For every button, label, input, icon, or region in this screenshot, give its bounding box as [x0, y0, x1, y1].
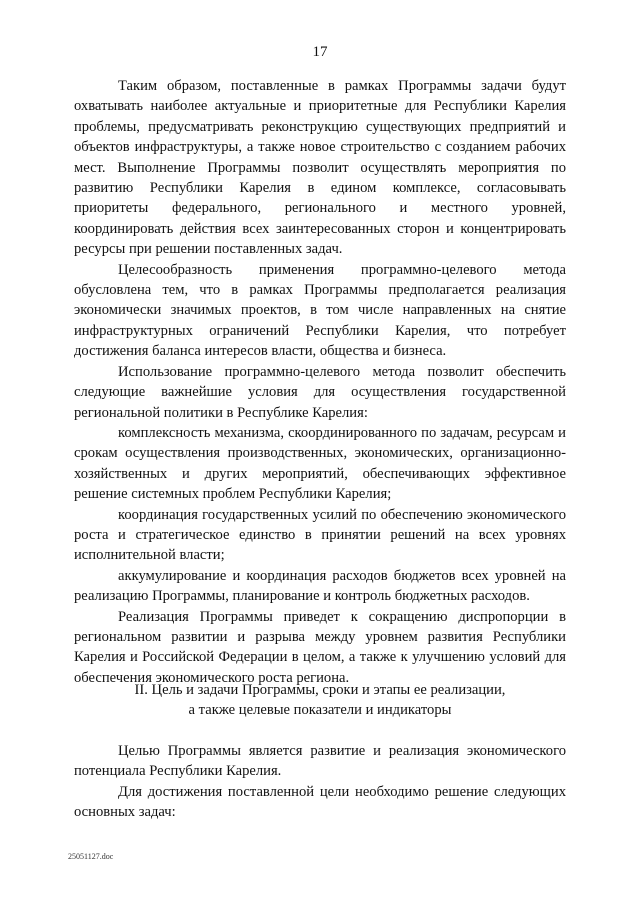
body-text	[74, 76, 566, 688]
page-number: 17	[312, 44, 328, 60]
list-item: координация государственных усилий по обеспечению экономического роста и стратегическое единство в принятии решений на всех уровнях исполнительной власти;	[74, 506, 566, 564]
section-heading-line: II. Цель и задачи Программы, сроки и этапы ее реализации,	[134, 682, 506, 698]
list-item: комплексность механизма, скоординированного по задачам, ресурсам и срокам осуществления производственных, экономических, организационно-хозяйственных и других мероприятий, обеспечивающих эффективное решение системных проблем Республики Карелия;	[74, 424, 566, 503]
paragraph: Использование программно-целевого метода позволит обеспечить следующие важнейшие условия для осуществления государственной региональной политики в Республике Карелия:	[74, 363, 566, 421]
list-item: аккумулирование и координация расходов бюджетов всех уровней на реализацию Программы, планирование и контроль бюджетных расходов.	[74, 567, 566, 605]
paragraph: Таким образом, поставленные в рамках Программы задачи будут охватывать наиболее актуальные и приоритетные для Республики Карелия проблемы, предусматривать реконструкцию существующих предприятий и объектов инфраструктуры, а также новое строительство с созданием рабочих мест. Выполнение Программы позволит осуществлять мероприятия по развитию Республики Карелия в едином комплексе, согласовывать приоритеты федерального, регионального и местного уровней, координировать действия всех заинтересованных сторон и концентрировать ресурсы при решении поставленных задач.	[74, 78, 566, 258]
section-heading-line: а также целевые показатели и индикаторы	[188, 702, 452, 719]
paragraph: Целью Программы является развитие и реализация экономического потенциала Республики Карелия.	[74, 743, 566, 780]
document-file-code: 25051127.doc	[68, 852, 114, 861]
paragraph: Целесообразность применения программно-целевого метода обусловлена тем, что в рамках Программы предполагается реализация экономически значимых проектов, в том числе направленных на снятие инфраструктурных ограничений Республики Карелия, что потребует достижения баланса интересов власти, общества и бизнеса.	[74, 261, 566, 360]
paragraph: Для достижения поставленной цели необходимо решение следующих основных задач:	[74, 783, 566, 821]
body-text-continued	[74, 741, 566, 823]
paragraph: Реализация Программы приведет к сокращению диспропорции в региональном развитии и разрыва между уровнем развития Республики Карелия и Российской Федерации в целом, а также к улучшению условий для обеспечения экономического роста региона.	[74, 608, 566, 686]
section-heading	[74, 680, 566, 721]
